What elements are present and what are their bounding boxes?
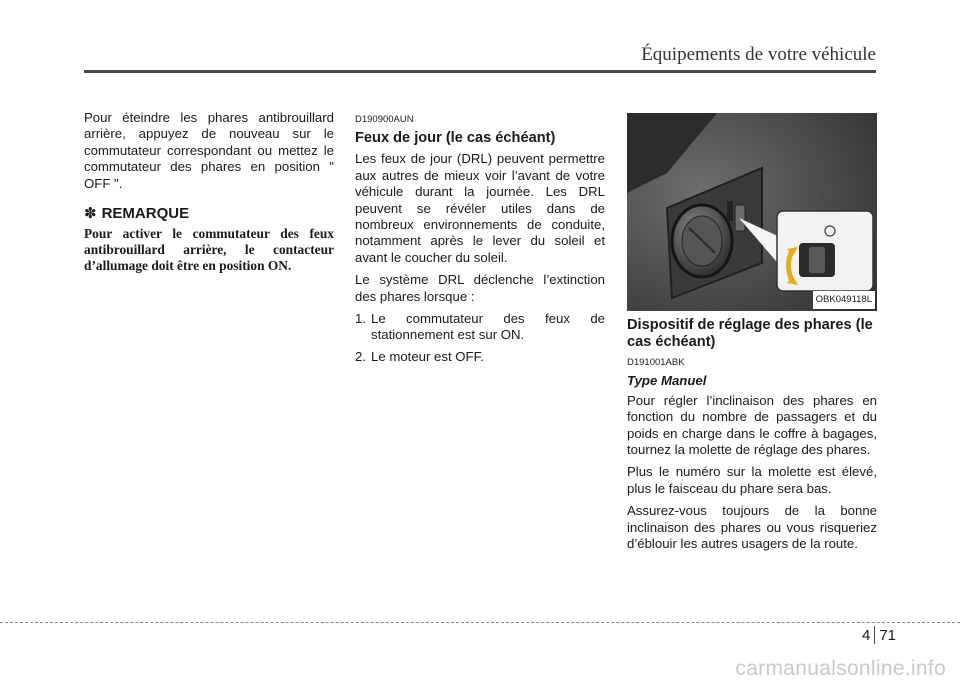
headlight-leveling-figure bbox=[627, 113, 877, 311]
header-divider bbox=[84, 70, 876, 73]
list-item-number: 2. bbox=[355, 348, 366, 364]
figure-caption: OBK049118L bbox=[813, 291, 875, 309]
section-code: D191001ABK bbox=[627, 357, 685, 368]
list-item bbox=[355, 311, 605, 344]
note-title: REMARQUE bbox=[101, 205, 190, 223]
fog-light-paragraph: Pour éteindre les phares antibrouillard arrière, appuyez de nouveau sur le commutateur correspondant ou mettez le commutateur des phares en position " OFF ". bbox=[84, 110, 334, 191]
column-middle bbox=[355, 110, 605, 370]
footer-divider bbox=[0, 622, 960, 623]
section-code: D190900AUN bbox=[355, 114, 414, 125]
list-item-number: 1. bbox=[355, 311, 366, 327]
dashboard-photo-illustration bbox=[627, 113, 877, 311]
list-item-text: Le commutateur des feux de stationnement est sur ON. bbox=[371, 311, 605, 343]
drl-conditions-list bbox=[355, 311, 605, 365]
column-right bbox=[627, 110, 877, 558]
watermark: carmanualsonline.info bbox=[735, 657, 946, 680]
leveling-paragraph-1: Pour régler l’inclinaison des phares en fonction du nombre de passagers et du poids en charge dans le coffre à bagages, tournez la molette de réglage des phares. bbox=[627, 392, 877, 458]
drl-section-title: Feux de jour (le cas échéant) bbox=[355, 130, 556, 147]
note-heading bbox=[84, 206, 334, 222]
chapter-title: Équipements de votre véhicule bbox=[641, 44, 876, 65]
page-number-separator bbox=[874, 626, 875, 644]
list-item bbox=[355, 349, 605, 365]
page-number-value: 71 bbox=[879, 626, 897, 644]
leveling-paragraph-3: Assurez-vous toujours de la bonne inclinaison des phares ou vous risqueriez d’éblouir les autres usagers de la route. bbox=[627, 503, 877, 552]
leveling-paragraph-2: Plus le numéro sur la molette est élevé, plus le faisceau du phare sera bas. bbox=[627, 464, 877, 496]
drl-paragraph-2: Le système DRL déclenche l’extinction des phares lorsque : bbox=[355, 272, 605, 304]
note-text: Pour activer le commutateur des feux antibrouillard arrière, le contacteur d’allumage doit être en position ON. bbox=[84, 226, 334, 274]
page-number bbox=[862, 626, 896, 644]
note-asterisk-icon: ✽ bbox=[84, 205, 97, 223]
leveling-section-title: Dispositif de réglage des phares (le cas échéant) bbox=[627, 317, 873, 350]
manual-type-subheading: Type Manuel bbox=[627, 373, 707, 389]
drl-paragraph-1: Les feux de jour (DRL) peuvent permettre aux autres de mieux voir l’avant de votre véhicule durant la journée. Les DRL peuvent se révéler utiles dans de nombreux environnements de conduite, notamment après le lever du soleil et avant le coucher du soleil. bbox=[355, 151, 605, 265]
list-item-text: Le moteur est OFF. bbox=[371, 348, 484, 364]
column-left bbox=[84, 110, 334, 280]
chapter-number: 4 bbox=[862, 626, 871, 644]
